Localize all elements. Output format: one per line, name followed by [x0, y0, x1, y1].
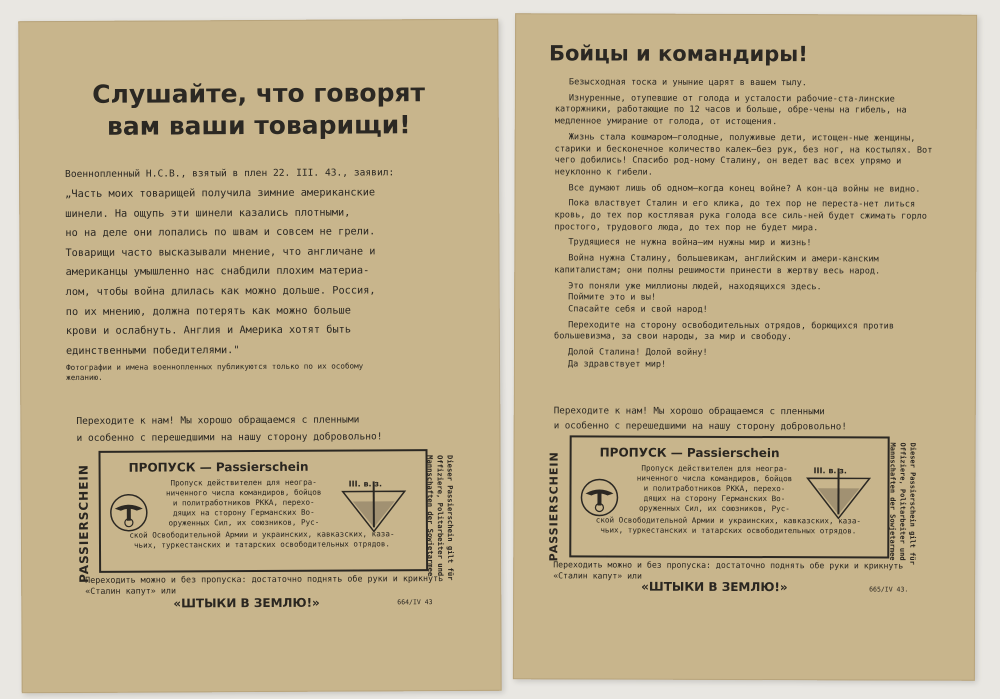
left-pass-box	[98, 449, 428, 573]
left-quote	[65, 183, 476, 361]
right-paragraph: Трудящиеся не нужна война—им нужны мир и жизнь!	[568, 237, 812, 249]
left-pass-title: ПРОПУСК — Passierschein	[128, 459, 309, 475]
left-stamp-text: III. в. з.	[348, 479, 383, 489]
pass-text-line: и политработников РККА, перехо-	[172, 497, 315, 508]
german-line: Mannschaften der Sowjetarmee	[888, 442, 897, 561]
right-paragraph: Безысходная тоска и уныние царят в вашем тылу.	[568, 77, 807, 89]
pass-text-line: Пропуск действителен для неогра-	[170, 477, 317, 488]
quote-line: „Часть моих товарищей получила зимние американские	[65, 186, 376, 201]
german-line: Mannschaften der Sowjetarmee	[425, 455, 436, 577]
pass-text-line: ской Освободительной Армии и украинских, кавказских, каза-	[595, 515, 861, 526]
quote-line: шинели. На ощупь эти шинели казались плотными,	[65, 206, 351, 220]
quote-line: американцы умышленно нас снабдили плохим материа-	[65, 264, 370, 279]
left-slogan: «ШТЫКИ В ЗЕМЛЮ!»	[173, 595, 320, 611]
pass-text-line: и политработников РККА, перехо-	[643, 483, 786, 494]
eagle-emblem-icon	[579, 477, 619, 517]
right-paragraph: Поймите это и вы!	[568, 292, 657, 303]
invite-line: и особенно с перешедшими на нашу сторону добровольно!	[76, 431, 383, 444]
right-paragraph: Спасайте себя и свой народ!	[568, 304, 708, 315]
note-line: желанию.	[66, 372, 103, 383]
right-stamp-text: III. в. з.	[813, 466, 847, 476]
note-line: Фотографии и имена военнопленных публикуются только по их особому	[66, 361, 364, 373]
right-paragraph: Жизнь стала кошмаром—голодные, полуживые дети, истощен-ные женщины, старики и бесконечное количество калек—без рук, без ног, на костылях. Вот чего добились! Спасибо род-ному Сталину, он ведет вас всех упрямо и неуклонно к гибели.	[554, 132, 933, 178]
pass-text-line: Пропуск действителен для неогра-	[641, 463, 788, 474]
right-paragraph: Война нужна Сталину, большевикам, английским и амери-канским капиталистам; они полны решимости принести в жертву весь народ.	[554, 253, 881, 277]
quote-line: по их мнению, должна потерять как можно больше	[65, 304, 351, 318]
pass-text-line: ниченного числа командиров, бойцов	[636, 473, 793, 484]
left-german-vertical	[425, 455, 456, 581]
right-german-vertical	[887, 442, 917, 566]
leaflet-left	[18, 19, 502, 694]
german-line: Dieser Passierschein gilt für	[908, 442, 917, 565]
right-pass-text	[629, 464, 799, 515]
pass-text-line: оруженных Сил, их союзников, Рус-	[168, 517, 320, 528]
footer-line: «Сталин капут» или	[85, 585, 177, 596]
left-pass-text	[159, 478, 329, 529]
left-headline-line-1: Слушайте, что говорят	[92, 78, 426, 109]
left-invite	[76, 411, 382, 447]
left-code: 664/IV 43	[397, 598, 433, 607]
footer-line: «Сталин капут» или	[553, 570, 642, 581]
invite-line: и особенно с перешедшими на нашу сторону добровольно!	[553, 420, 847, 433]
left-intro: Военнопленный Н.С.В., взятый в плен 22. III. 43., заявил:	[65, 167, 395, 181]
left-footer	[85, 573, 485, 597]
right-invite	[554, 403, 847, 434]
right-paragraph: Изнуренные, отупевшие от голода и усталости рабочие-ста-линские каторжники, работающие по 12 часов и больше, обре-чены на гибель, на медленное умирание от голода, от истощения.	[554, 93, 907, 128]
right-paragraph: Все думают лишь об одном—когда конец войне? А кон-ца войны не видно.	[568, 183, 921, 195]
left-headline	[19, 77, 499, 144]
footer-line: Переходить можно и без пропуска: достаточно поднять обе руки и крикнуть	[85, 573, 444, 585]
right-paragraph: Пока властвует Сталин и его клика, до тех пор не переста-нет литься кровь, до тех пор костлявая рука голода все силь-ней будет сжимать горло простого, трудового люда, до тех пор не будет мира.	[554, 198, 928, 233]
pass-text-line: дящих на сторону Германских Во-	[172, 507, 315, 518]
left-headline-line-2: вам ваши товарищи!	[106, 110, 411, 141]
right-code: 665/IV 43.	[869, 585, 909, 594]
left-photo-note	[66, 361, 466, 383]
right-paragraph: Долой Сталина! Долой войну!	[567, 347, 708, 358]
right-body	[554, 77, 951, 376]
pass-text-line: чьих, туркестанских и татарских освободительных отрядов.	[600, 525, 857, 536]
invite-line: Переходите к нам! Мы хорошо обращаемся с пленными	[76, 414, 360, 427]
invite-line: Переходите к нам! Мы хорошо обращаемся с пленными	[553, 405, 825, 418]
pass-text-line: дящих на сторону Германских Во-	[643, 493, 786, 504]
left-passierschein-vertical: PASSIERSCHEIN	[76, 464, 92, 583]
quote-line: лом, чтобы война длилась как можно дольше. Россия,	[65, 284, 376, 298]
pass-text-line: чьих, туркестанских и татарских освободительных отрядов.	[133, 539, 391, 550]
quote-line: единственными победителями."	[65, 343, 240, 357]
right-slogan: «ШТЫКИ В ЗЕМЛЮ!»	[641, 579, 788, 595]
quote-line: но на деле они лопались по швам и совсем не грели.	[65, 225, 376, 240]
german-line: Offiziere, Politarbeiter und	[898, 442, 907, 561]
footer-line: Переходить можно и без пропуска: достаточно поднять обе руки и крикнуть	[553, 559, 904, 571]
pass-text-line: ниченного числа командиров, бойцов	[165, 487, 322, 498]
quote-line: Товарищи часто высказывали мнение, что англичане и	[65, 245, 376, 259]
quote-line: крови и ослабнуть. Англия и Америка хотят быть	[65, 323, 352, 338]
right-paragraph: Это поняли уже миллионы людей, находящихся здесь.	[568, 280, 822, 292]
german-line: Dieser Passierschein gilt für	[445, 454, 456, 581]
pass-text-line: оруженных Сил, их союзников, Рус-	[638, 503, 790, 514]
pass-text-line: ской Освободительной Армии и украинских, кавказских, каза-	[129, 529, 395, 540]
right-headline: Бойцы и командиры!	[548, 41, 808, 67]
right-paragraph: Да здравствует мир!	[567, 359, 667, 370]
right-passierschein-vertical: PASSIERSCHEIN	[547, 451, 561, 562]
right-pass-box	[569, 435, 889, 558]
leaflet-right	[513, 13, 977, 681]
german-line: Offiziere, Politarbeiter und	[435, 455, 446, 577]
eagle-emblem-icon	[109, 493, 149, 533]
right-pass-title: ПРОПУСК — Passierschein	[599, 445, 780, 461]
right-paragraph: Переходите на сторону освободительных отрядов, борющихся против большевизма, за свои народы, за мир и свободу.	[554, 320, 895, 343]
